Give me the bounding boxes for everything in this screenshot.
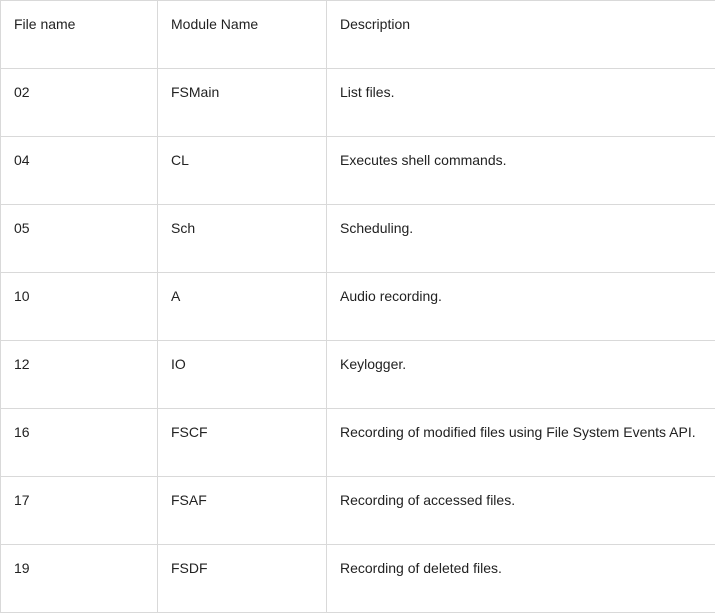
cell-file-name: 02 [1, 69, 158, 137]
cell-module-name: FSDF [158, 545, 327, 613]
cell-description: Recording of deleted files. [327, 545, 715, 613]
cell-description: Keylogger. [327, 341, 715, 409]
cell-file-name: 16 [1, 409, 158, 477]
cell-module-name: FSMain [158, 69, 327, 137]
cell-module-name: FSAF [158, 477, 327, 545]
header-module-name: Module Name [158, 1, 327, 69]
table-row [1, 409, 715, 477]
cell-module-name: Sch [158, 205, 327, 273]
table-row [1, 477, 715, 545]
table-row [1, 273, 715, 341]
cell-module-name: CL [158, 137, 327, 205]
cell-file-name: 10 [1, 273, 158, 341]
cell-description: Executes shell commands. [327, 137, 715, 205]
cell-description: Scheduling. [327, 205, 715, 273]
table-row [1, 69, 715, 137]
header-description: Description [327, 1, 715, 69]
cell-module-name: IO [158, 341, 327, 409]
cell-module-name: FSCF [158, 409, 327, 477]
cell-description: Recording of modified files using File System Events API. [327, 409, 715, 477]
header-file-name: File name [1, 1, 158, 69]
cell-module-name: A [158, 273, 327, 341]
cell-description: Recording of accessed files. [327, 477, 715, 545]
cell-file-name: 05 [1, 205, 158, 273]
table-row [1, 341, 715, 409]
cell-file-name: 19 [1, 545, 158, 613]
table-row [1, 545, 715, 613]
table-row [1, 137, 715, 205]
table-row [1, 205, 715, 273]
table-header-row [1, 1, 715, 69]
cell-description: List files. [327, 69, 715, 137]
cell-file-name: 17 [1, 477, 158, 545]
cell-description: Audio recording. [327, 273, 715, 341]
cell-file-name: 12 [1, 341, 158, 409]
cell-file-name: 04 [1, 137, 158, 205]
